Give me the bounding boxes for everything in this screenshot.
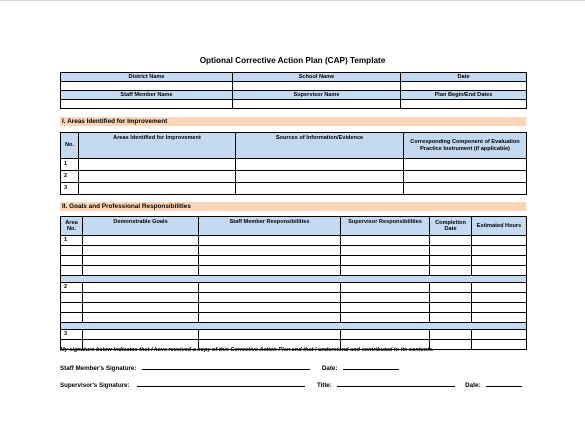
- supervisor-signature-line: [60, 380, 522, 389]
- table-row: [61, 293, 527, 303]
- col-staff-header: Staff Member Responsibilities: [199, 217, 341, 236]
- col-hours-header: Estimated Hours: [472, 217, 527, 236]
- staff-signature-field[interactable]: [142, 363, 310, 370]
- section-2-heading: II. Goals and Professional Responsibilities: [60, 202, 526, 211]
- area-cell[interactable]: [79, 171, 236, 183]
- hours-cell[interactable]: [472, 246, 527, 256]
- sources-cell[interactable]: [236, 183, 404, 195]
- areas-table: [60, 132, 527, 195]
- staff-cell[interactable]: [199, 313, 341, 323]
- header-table: [60, 72, 527, 109]
- plan-dates-field[interactable]: [401, 100, 527, 109]
- supervisor-cell[interactable]: [341, 266, 430, 276]
- table-row: [61, 313, 527, 323]
- hours-cell[interactable]: [472, 256, 527, 266]
- school-name-label: School Name: [233, 73, 401, 82]
- goal-cell[interactable]: [83, 236, 199, 246]
- goals-table: [60, 216, 527, 350]
- table-row: [61, 159, 527, 171]
- staff-cell[interactable]: [199, 246, 341, 256]
- area-cell[interactable]: [79, 183, 236, 195]
- section-1-heading: I. Areas Identified for Improvement: [60, 117, 526, 126]
- group-separator: [61, 323, 527, 330]
- table-row: [61, 266, 527, 276]
- table-row: [61, 283, 527, 293]
- col-goals-header: Demonstrable Goals: [83, 217, 199, 236]
- goal-cell[interactable]: [83, 293, 199, 303]
- component-cell[interactable]: [404, 171, 527, 183]
- hours-cell[interactable]: [472, 330, 527, 340]
- staff-cell[interactable]: [199, 266, 341, 276]
- col-areas-header: Areas Identified for Improvement: [79, 133, 236, 159]
- completion-cell[interactable]: [430, 313, 472, 323]
- supervisor-signature-field[interactable]: [137, 380, 305, 387]
- component-cell[interactable]: [404, 159, 527, 171]
- supervisor-cell[interactable]: [341, 330, 430, 340]
- hours-cell[interactable]: [472, 283, 527, 293]
- staff-member-name-label: Staff Member Name: [61, 91, 233, 100]
- school-name-field[interactable]: [233, 82, 401, 91]
- staff-cell[interactable]: [199, 293, 341, 303]
- supervisor-title-field[interactable]: [337, 380, 455, 387]
- hours-cell[interactable]: [472, 266, 527, 276]
- hours-cell[interactable]: [472, 293, 527, 303]
- table-row: [61, 171, 527, 183]
- supervisor-name-label: Supervisor Name: [233, 91, 401, 100]
- col-area-header: Area No.: [61, 217, 83, 236]
- col-component-header: Corresponding Component of Evaluation Practice Instrument (if applicable): [404, 133, 527, 159]
- goal-cell[interactable]: [83, 330, 199, 340]
- group-separator: [61, 276, 527, 283]
- table-row: [61, 330, 527, 340]
- supervisor-date-field[interactable]: [486, 380, 522, 387]
- date-label: Date: [401, 73, 527, 82]
- table-row: [61, 256, 527, 266]
- table-row: [61, 246, 527, 256]
- table-row: [61, 236, 527, 246]
- area-number: 3: [61, 330, 83, 340]
- sources-cell[interactable]: [236, 171, 404, 183]
- table-row: [61, 303, 527, 313]
- staff-cell[interactable]: [199, 330, 341, 340]
- row-number: 2: [61, 171, 79, 183]
- col-completion-header: Completion Date: [430, 217, 472, 236]
- supervisor-cell[interactable]: [341, 246, 430, 256]
- staff-cell[interactable]: [199, 236, 341, 246]
- district-name-field[interactable]: [61, 82, 233, 91]
- hours-cell[interactable]: [472, 236, 527, 246]
- supervisor-cell[interactable]: [341, 236, 430, 246]
- supervisor-title-label: Title:: [317, 382, 332, 389]
- staff-cell[interactable]: [199, 256, 341, 266]
- completion-cell[interactable]: [430, 283, 472, 293]
- goal-cell[interactable]: [83, 313, 199, 323]
- hours-cell[interactable]: [472, 313, 527, 323]
- staff-member-name-field[interactable]: [61, 100, 233, 109]
- supervisor-cell[interactable]: [341, 283, 430, 293]
- sources-cell[interactable]: [236, 159, 404, 171]
- goal-cell[interactable]: [83, 256, 199, 266]
- completion-cell[interactable]: [430, 256, 472, 266]
- staff-signature-label: Staff Member's Signature:: [60, 365, 137, 372]
- completion-cell[interactable]: [430, 303, 472, 313]
- goal-cell[interactable]: [83, 246, 199, 256]
- supervisor-signature-label: Supervisor's Signature:: [60, 382, 130, 389]
- goal-cell[interactable]: [83, 303, 199, 313]
- supervisor-name-field[interactable]: [233, 100, 401, 109]
- completion-cell[interactable]: [430, 293, 472, 303]
- row-number: 3: [61, 183, 79, 195]
- col-supervisor-header: Supervisor Responsibilities: [341, 217, 430, 236]
- staff-cell[interactable]: [199, 283, 341, 293]
- signature-statement: My signature below indicates that I have received a copy of this Corrective Action Plan and that I understand and contributed to its contents.: [60, 347, 434, 353]
- staff-date-field[interactable]: [343, 363, 399, 370]
- supervisor-cell[interactable]: [341, 293, 430, 303]
- area-cell[interactable]: [79, 159, 236, 171]
- area-number: 1: [61, 236, 83, 246]
- area-number: 2: [61, 283, 83, 293]
- staff-cell[interactable]: [199, 303, 341, 313]
- completion-cell[interactable]: [430, 266, 472, 276]
- completion-cell[interactable]: [430, 236, 472, 246]
- col-sources-header: Sources of Information/Evidence: [236, 133, 404, 159]
- goal-cell[interactable]: [83, 266, 199, 276]
- staff-signature-line: [60, 363, 399, 372]
- supervisor-cell[interactable]: [341, 303, 430, 313]
- plan-dates-label: Plan Begin/End Dates: [401, 91, 527, 100]
- supervisor-cell[interactable]: [341, 256, 430, 266]
- component-cell[interactable]: [404, 183, 527, 195]
- supervisor-date-label: Date:: [465, 382, 481, 389]
- supervisor-cell[interactable]: [341, 313, 430, 323]
- page-title: Optional Corrective Action Plan (CAP) Template: [199, 56, 386, 65]
- date-field[interactable]: [401, 82, 527, 91]
- table-row: [61, 183, 527, 195]
- row-number: 1: [61, 159, 79, 171]
- completion-cell[interactable]: [430, 330, 472, 340]
- goal-cell[interactable]: [83, 283, 199, 293]
- completion-cell[interactable]: [430, 246, 472, 256]
- col-no-header: No.: [61, 133, 79, 159]
- hours-cell[interactable]: [472, 303, 527, 313]
- district-name-label: District Name: [61, 73, 233, 82]
- staff-date-label: Date:: [321, 365, 338, 372]
